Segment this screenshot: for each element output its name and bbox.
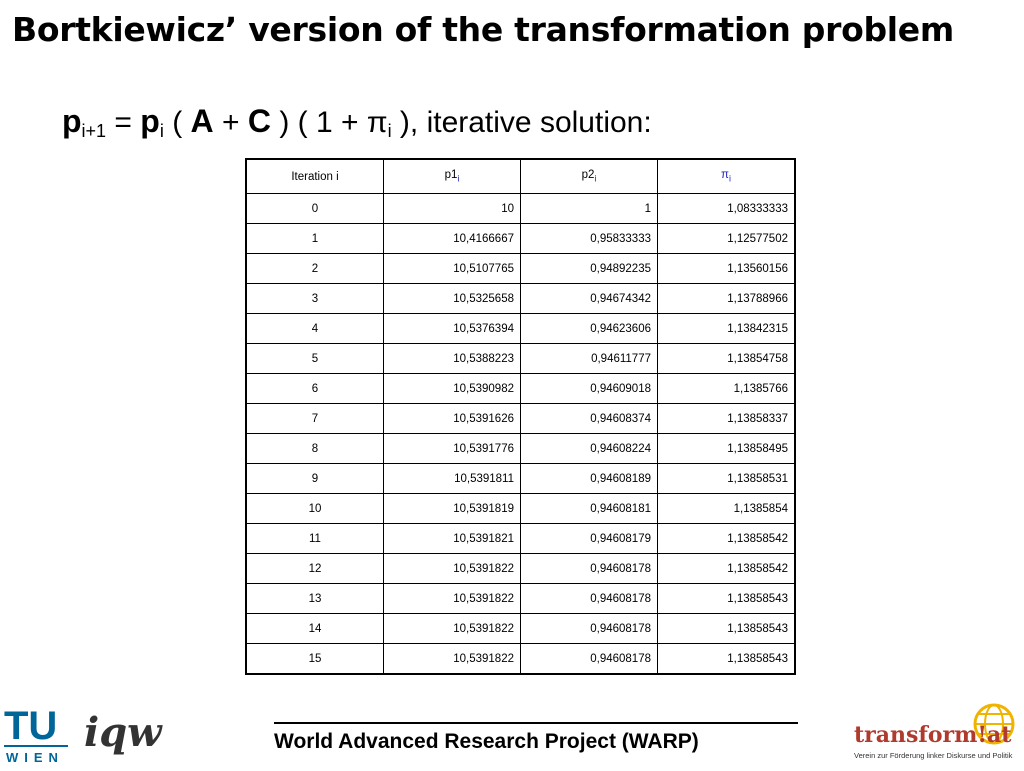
formula-equals: = [114, 106, 132, 139]
table-body [246, 194, 795, 675]
p2-cell: 0,94608189 [521, 464, 658, 494]
p2-cell: 0,94609018 [521, 374, 658, 404]
pi-cell: 1,13858337 [658, 404, 796, 434]
formula-tail: ), iterative solution: [399, 106, 652, 139]
table-row [246, 464, 795, 494]
pi-cell: 1,13858495 [658, 434, 796, 464]
iqw-logo-text: iqw [84, 709, 162, 756]
p1-cell: 10,5391822 [384, 584, 521, 614]
p1-cell: 10,5391626 [384, 404, 521, 434]
table-row [246, 254, 795, 284]
iteration-cell: 4 [246, 314, 384, 344]
pi-cell: 1,13858542 [658, 554, 796, 584]
iteration-cell: 14 [246, 614, 384, 644]
tu-logo-text: TU [4, 704, 58, 748]
pi-cell: 1,13858531 [658, 464, 796, 494]
iteration-cell: 2 [246, 254, 384, 284]
pi-cell: 1,08333333 [658, 194, 796, 224]
p2-cell: 0,94608178 [521, 584, 658, 614]
p2-cell: 0,94623606 [521, 314, 658, 344]
table-row [246, 344, 795, 374]
header-iteration: Iteration i [246, 159, 384, 194]
p1-cell: 10,5325658 [384, 284, 521, 314]
header-pi: $\pi_i$ [658, 159, 796, 194]
iteration-cell: 0 [246, 194, 384, 224]
p2-cell: 0,94608224 [521, 434, 658, 464]
slide-title: Bortkiewicz’ version of the transformation problem [12, 10, 954, 49]
iteration-table [245, 158, 796, 675]
pi-cell: 1,13560156 [658, 254, 796, 284]
table-row [246, 554, 795, 584]
table-row [246, 284, 795, 314]
p2-cell: 0,94608178 [521, 554, 658, 584]
table-row [246, 584, 795, 614]
table-row [246, 314, 795, 344]
formula-p-lhs: p [62, 103, 82, 139]
p1-cell: 10,4166667 [384, 224, 521, 254]
p1-cell: 10,5388223 [384, 344, 521, 374]
table-row [246, 614, 795, 644]
p1-cell: 10,5391822 [384, 614, 521, 644]
p2-cell: 0,94611777 [521, 344, 658, 374]
formula-open-paren: ( [172, 106, 183, 139]
iteration-cell: 13 [246, 584, 384, 614]
footer-text: World Advanced Research Project (WARP) [274, 730, 699, 753]
pi-cell: 1,13858543 [658, 614, 796, 644]
p2-cell: 0,94608181 [521, 494, 658, 524]
iqw-logo [84, 704, 164, 765]
formula-sub-lhs: i+1 [81, 121, 107, 141]
p2-cell: 0,94608374 [521, 404, 658, 434]
pi-cell: 1,13854758 [658, 344, 796, 374]
transform-logo-text: transform!at [854, 722, 1012, 748]
p1-cell: 10 [384, 194, 521, 224]
table-header-row [246, 159, 795, 194]
iteration-cell: 15 [246, 644, 384, 675]
pi-cell: 1,1385854 [658, 494, 796, 524]
tu-wien-logo [2, 704, 74, 771]
formula-profit-factor: ( 1 + π [297, 106, 388, 139]
pi-cell: 1,1385766 [658, 374, 796, 404]
transform-tagline: Verein zur Förderung linker Diskurse und Politik [854, 751, 1013, 760]
iteration-cell: 8 [246, 434, 384, 464]
transform-at-logo [852, 702, 1024, 769]
p1-cell: 10,5107765 [384, 254, 521, 284]
table-row [246, 404, 795, 434]
table-row [246, 434, 795, 464]
header-p2: $p2_i$ [521, 159, 658, 194]
iteration-cell: 7 [246, 404, 384, 434]
iteration-cell: 10 [246, 494, 384, 524]
formula-close-paren: ) [279, 106, 290, 139]
pi-cell: 1,13858542 [658, 524, 796, 554]
table-row [246, 644, 795, 675]
p2-cell: 0,94674342 [521, 284, 658, 314]
p1-cell: 10,5376394 [384, 314, 521, 344]
iteration-formula [62, 103, 652, 142]
p1-cell: 10,5391822 [384, 554, 521, 584]
footer-divider [274, 722, 798, 724]
iteration-cell: 12 [246, 554, 384, 584]
p1-cell: 10,5391811 [384, 464, 521, 494]
p2-cell: 1 [521, 194, 658, 224]
formula-p-rhs: p [140, 103, 160, 139]
p1-cell: 10,5391822 [384, 644, 521, 675]
iteration-cell: 6 [246, 374, 384, 404]
table-row [246, 194, 795, 224]
p2-cell: 0,94892235 [521, 254, 658, 284]
iteration-cell: 3 [246, 284, 384, 314]
formula-matrix-c: C [247, 103, 271, 139]
pi-cell: 1,12577502 [658, 224, 796, 254]
p2-cell: 0,95833333 [521, 224, 658, 254]
p1-cell: 10,5391821 [384, 524, 521, 554]
iteration-cell: 11 [246, 524, 384, 554]
p2-cell: 0,94608179 [521, 524, 658, 554]
p2-cell: 0,94608178 [521, 644, 658, 675]
pi-cell: 1,13788966 [658, 284, 796, 314]
pi-cell: 1,13842315 [658, 314, 796, 344]
table-row [246, 494, 795, 524]
pi-cell: 1,13858543 [658, 584, 796, 614]
table-row [246, 524, 795, 554]
iteration-cell: 9 [246, 464, 384, 494]
formula-plus: + [221, 106, 240, 139]
header-p1: $p1_i$ [384, 159, 521, 194]
formula-sub-rhs: i [159, 121, 164, 141]
pi-cell: 1,13858543 [658, 644, 796, 675]
p1-cell: 10,5391819 [384, 494, 521, 524]
iteration-cell: 1 [246, 224, 384, 254]
iteration-cell: 5 [246, 344, 384, 374]
formula-pi-sub: i [387, 121, 392, 141]
table-row [246, 374, 795, 404]
formula-matrix-a: A [190, 103, 214, 139]
p1-cell: 10,5391776 [384, 434, 521, 464]
p1-cell: 10,5390982 [384, 374, 521, 404]
p2-cell: 0,94608178 [521, 614, 658, 644]
table-row [246, 224, 795, 254]
wien-logo-text: WIEN [6, 750, 64, 765]
